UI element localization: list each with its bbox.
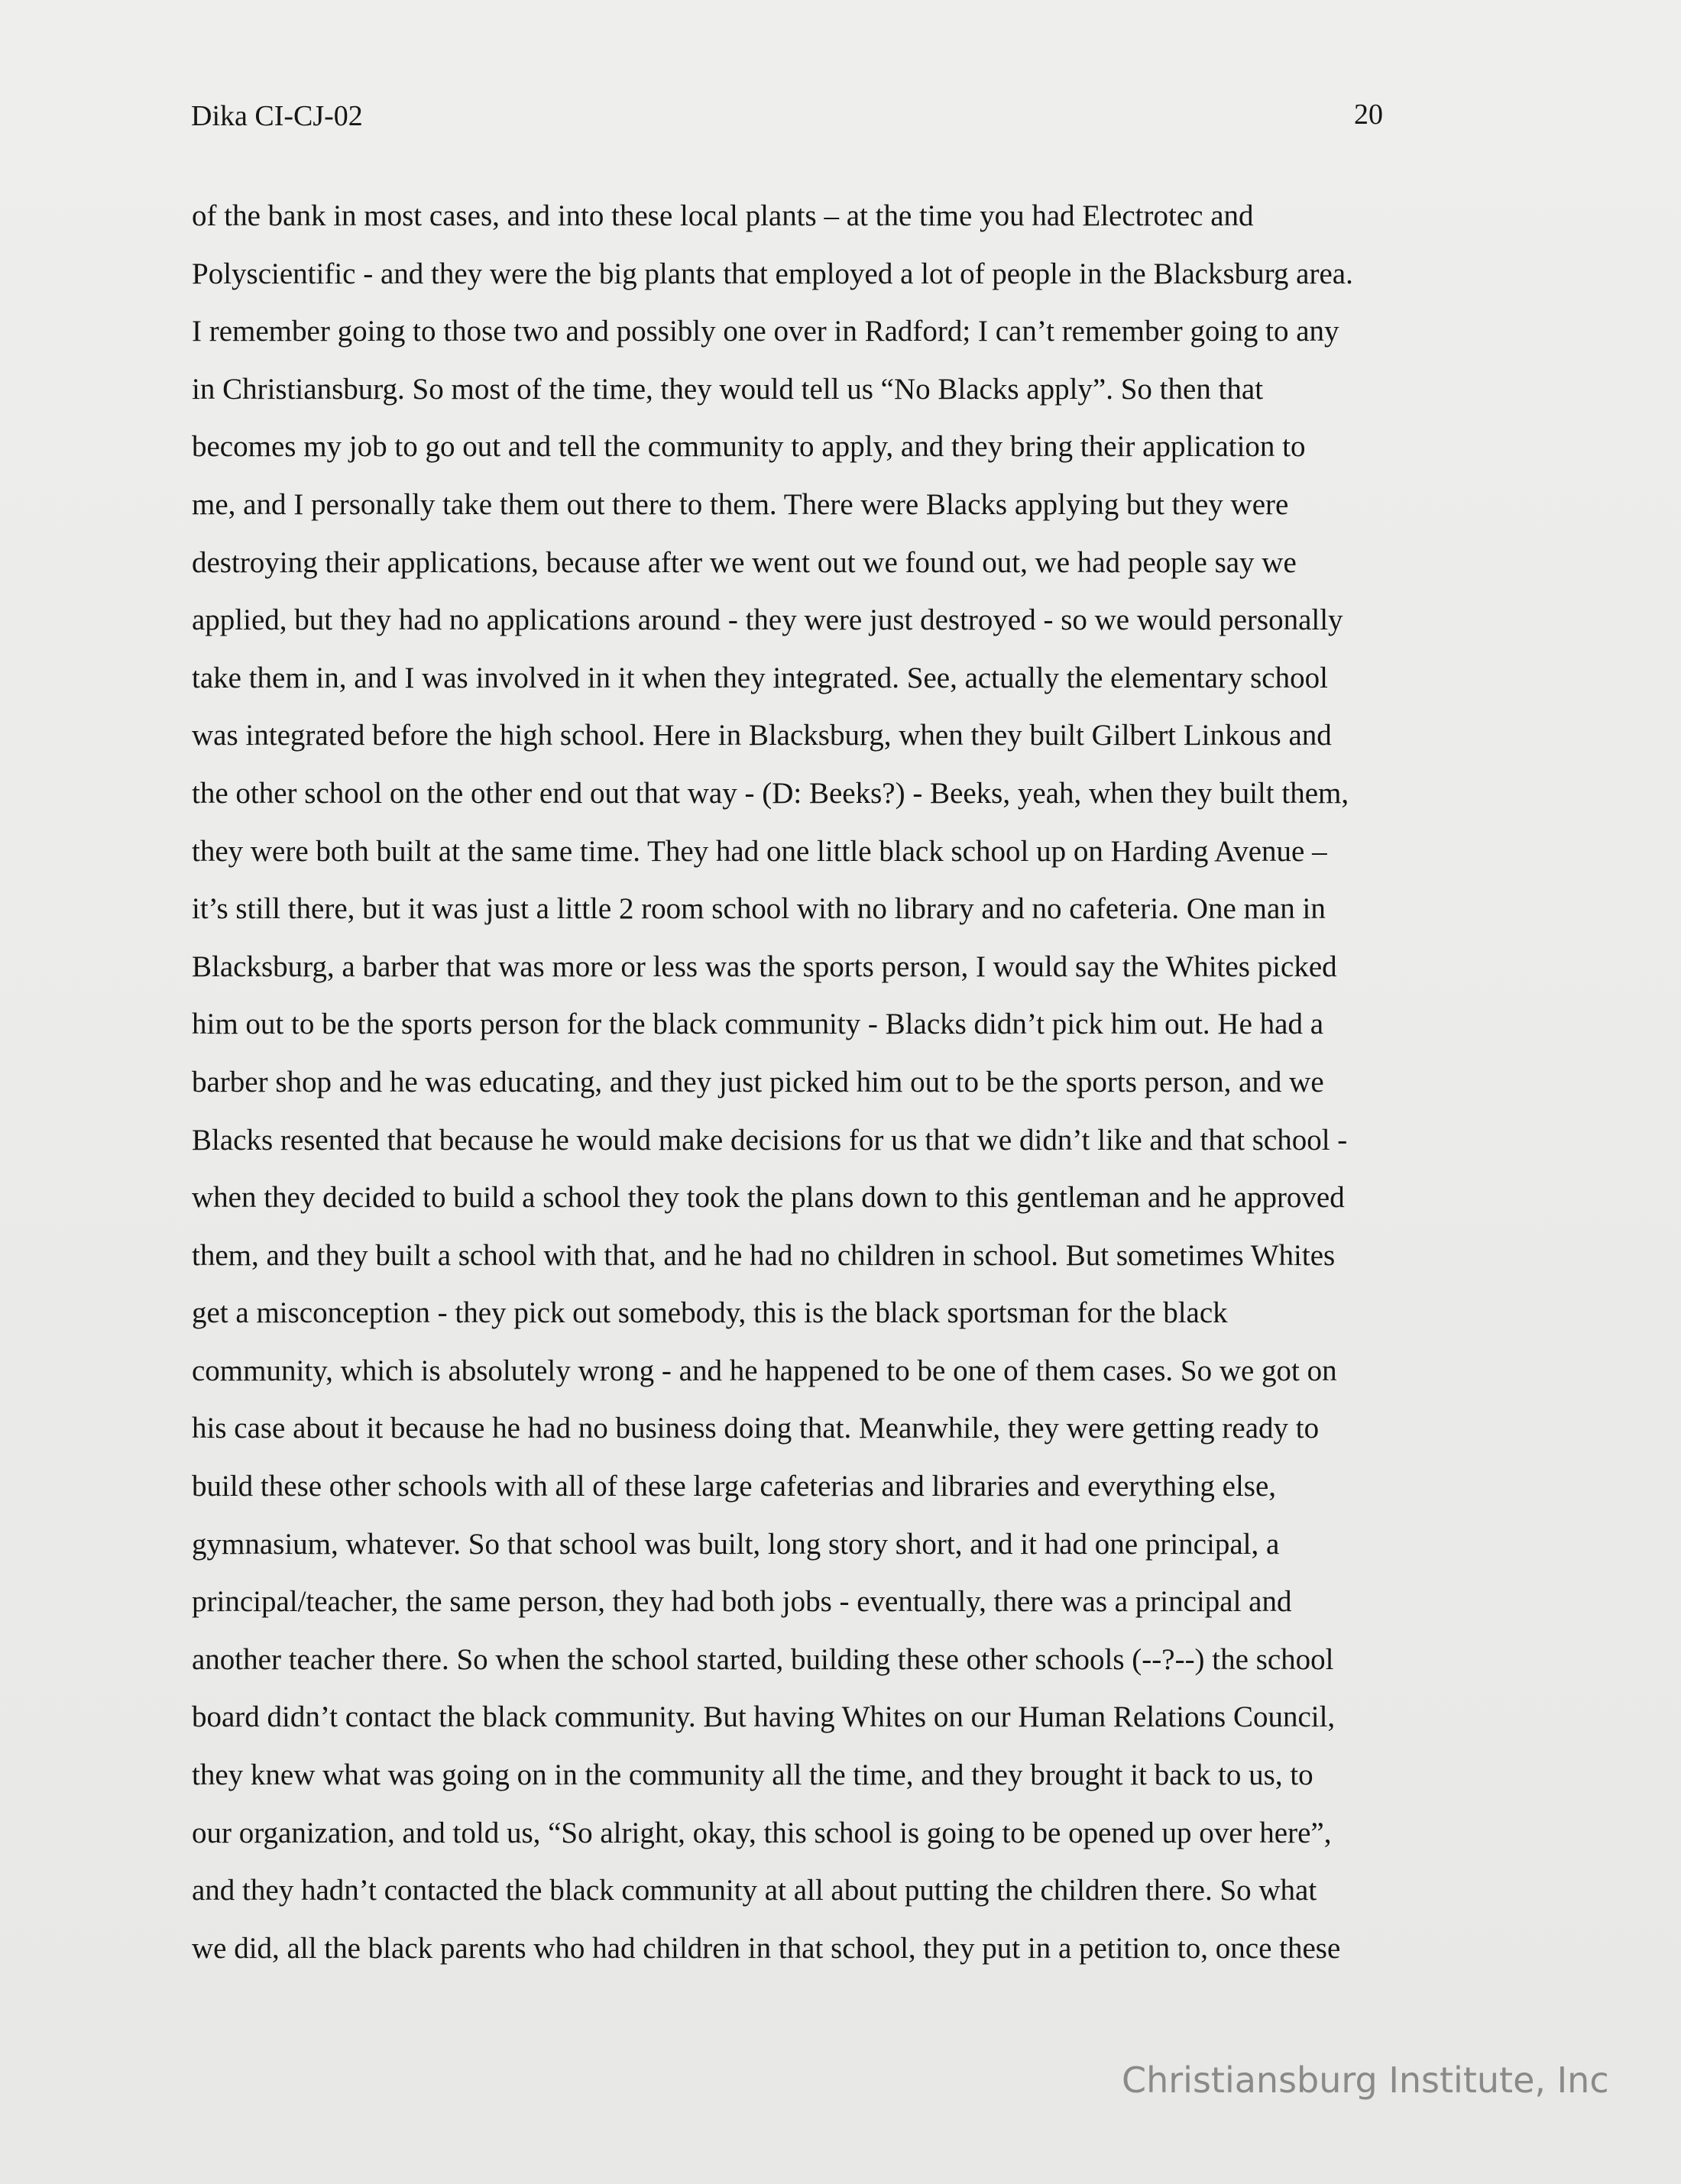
text-line: our organization, and told us, “So alright, okay, this school is going to be opened up over here”, <box>192 1816 1332 1849</box>
text-line: board didn’t contact the black community. But having Whites on our Human Relations Council, <box>192 1700 1336 1734</box>
text-line: community, which is absolutely wrong - and he happened to be one of them cases. So we got on <box>192 1354 1337 1387</box>
text-line: in Christiansburg. So most of the time, they would tell us “No Blacks apply”. So then that <box>192 372 1264 406</box>
text-line: Blacksburg, a barber that was more or less was the sports person, I would say the Whites picked <box>192 950 1337 983</box>
text-line: they knew what was going on in the community all the time, and they brought it back to us, to <box>192 1759 1313 1792</box>
text-line: and they hadn’t contacted the black community at all about putting the children there. So what <box>192 1874 1317 1907</box>
text-line: build these other schools with all of these large cafeterias and libraries and everything else, <box>192 1470 1277 1503</box>
text-line: principal/teacher, the same person, they had both jobs - eventually, there was a principal and <box>192 1585 1292 1619</box>
text-line: applied, but they had no applications around - they were just destroyed - so we would personally <box>192 603 1343 637</box>
text-line: Blacks resented that because he would make decisions for us that we didn’t like and that school - <box>192 1123 1348 1157</box>
text-line: get a misconception - they pick out somebody, this is the black sportsman for the black <box>192 1296 1228 1330</box>
text-line: his case about it because he had no business doing that. Meanwhile, they were getting ready to <box>192 1412 1320 1445</box>
text-line: Polyscientific - and they were the big plants that employed a lot of people in the Blacksburg area. <box>192 257 1353 290</box>
text-line: it’s still there, but it was just a little 2 room school with no library and no cafeteria. One man in <box>192 892 1326 926</box>
text-line: another teacher there. So when the school started, building these other schools (--?--) the school <box>192 1642 1334 1676</box>
text-line: barber shop and he was educating, and they just picked him out to be the sports person, and we <box>192 1065 1324 1098</box>
text-line: him out to be the sports person for the black community - Blacks didn’t pick him out. He had a <box>192 1008 1324 1041</box>
text-line: was integrated before the high school. Here in Blacksburg, when they built Gilbert Linkous and <box>192 719 1332 752</box>
text-line: me, and I personally take them out there to them. There were Blacks applying but they were <box>192 487 1289 521</box>
text-line: we did, all the black parents who had children in that school, they put in a petition to, once these <box>192 1931 1341 1965</box>
text-line: of the bank in most cases, and into these local plants – at the time you had Electrotec and <box>192 199 1254 232</box>
text-line: I remember going to those two and possibly one over in Radford; I can’t remember going to any <box>192 315 1339 348</box>
watermark: Christiansburg Institute, Inc <box>1122 2059 1609 2101</box>
transcript-body <box>192 194 1567 1984</box>
text-line: them, and they built a school with that, and he had no children in school. But sometimes Whites <box>192 1238 1336 1272</box>
document-id: Dika CI-CJ-02 <box>191 100 363 132</box>
text-line: when they decided to build a school they took the plans down to this gentleman and he approved <box>192 1181 1345 1215</box>
text-line: the other school on the other end out that way - (D: Beeks?) - Beeks, yeah, when they built them, <box>192 776 1349 810</box>
text-line: destroying their applications, because after we went out we found out, we had people say we <box>192 545 1297 579</box>
page-number: 20 <box>1354 99 1383 131</box>
text-line: take them in, and I was involved in it when they integrated. See, actually the elementary school <box>192 661 1328 694</box>
text-line: becomes my job to go out and tell the community to apply, and they bring their application to <box>192 430 1306 464</box>
text-line: gymnasium, whatever. So that school was built, long story short, and it had one principal, a <box>192 1527 1280 1561</box>
text-line: they were both built at the same time. They had one little black school up on Harding Avenue – <box>192 834 1327 868</box>
